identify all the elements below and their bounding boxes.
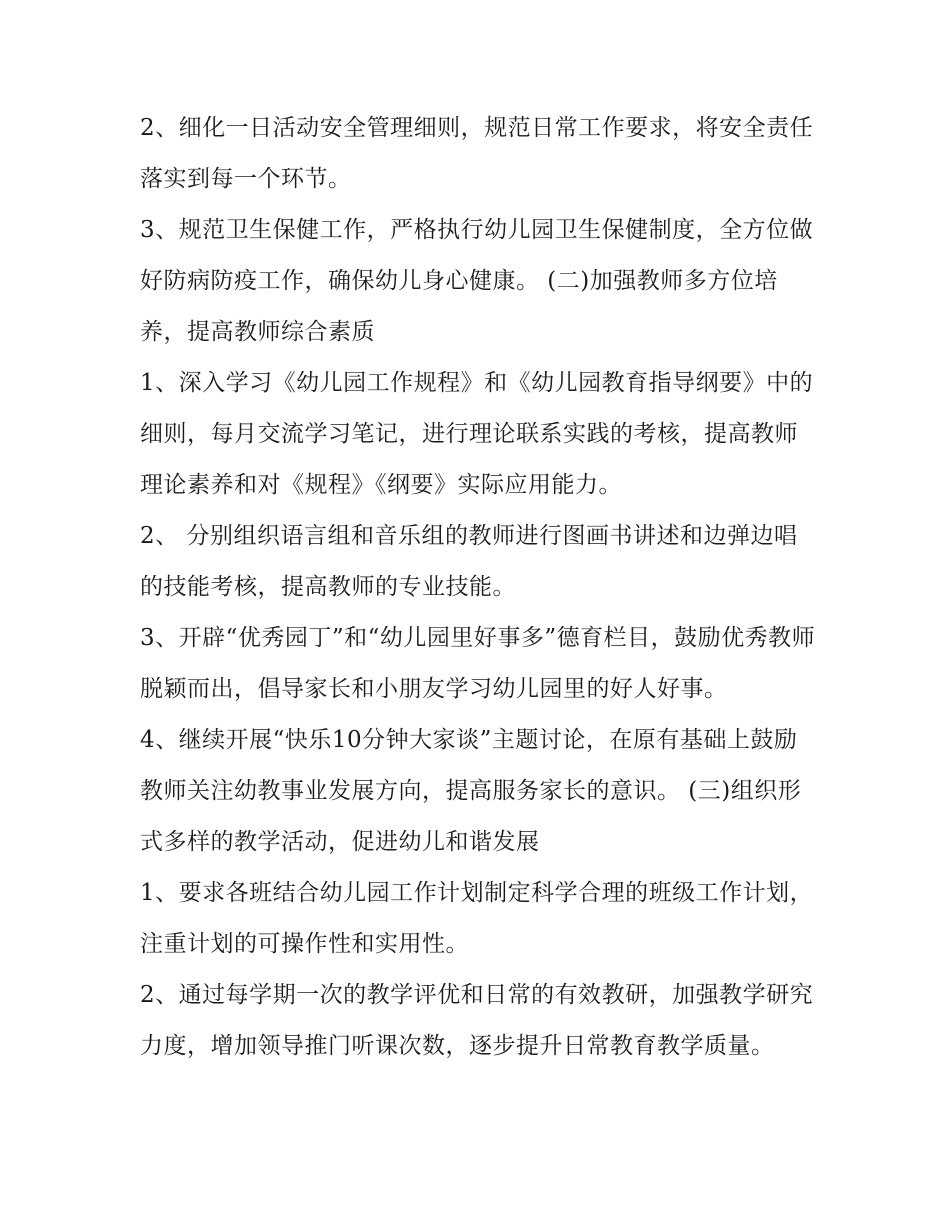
paragraph-class-work-plan: 1、要求各班结合幼儿园工作计划制定科学合理的班级工作计划，注重计划的可操作性和实用性。 bbox=[140, 880, 814, 957]
document-body bbox=[140, 103, 820, 1072]
paragraph-topic-discussion: 4、继续开展“快乐10分钟大家谈”主题讨论，在原有基础上鼓励教师关注幼教事业发展方向，提高服务家长的意识。 (三)组织形式多样的教学活动，促进幼儿和谐发展 bbox=[140, 727, 802, 855]
paragraph-skill-assessment: 2、 分别组织语言组和音乐组的教师进行图画书讲述和边弹边唱的技能考核，提高教师的专业技能。 bbox=[140, 523, 798, 600]
paragraph-health-care: 3、规范卫生保健工作，严格执行幼儿园卫生保健制度，全方位做好防病防疫工作，确保幼儿身心健康。 (二)加强教师多方位培养，提高教师综合素质 bbox=[140, 217, 814, 345]
paragraph-safety-rules: 2、细化一日活动安全管理细则，规范日常工作要求，将安全责任落实到每一个环节。 bbox=[140, 115, 814, 192]
paragraph-moral-education-column: 3、开辟“优秀园丁”和“幼儿园里好事多”德育栏目，鼓励优秀教师脱颖而出，倡导家长和小朋友学习幼儿园里的好人好事。 bbox=[140, 625, 816, 702]
paragraph-study-regulations: 1、深入学习《幼儿园工作规程》和《幼儿园教育指导纲要》中的细则，每月交流学习笔记，进行理论联系实践的考核，提高教师理论素养和对《规程》《纲要》实际应用能力。 bbox=[140, 370, 814, 498]
paragraph-teaching-research: 2、通过每学期一次的教学评优和日常的有效教研，加强教学研究力度，增加领导推门听课次数，逐步提升日常教育教学质量。 bbox=[140, 982, 814, 1059]
